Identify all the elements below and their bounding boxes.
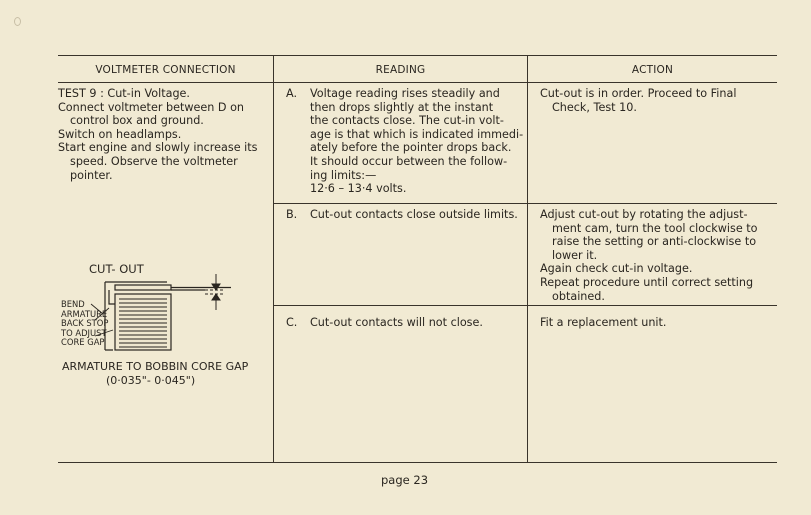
row-a-letter: A. (286, 87, 298, 100)
diagram-title: CUT- OUT (89, 262, 144, 276)
row-b-action (540, 208, 758, 303)
action-line: ment cam, turn the tool clockwise to (552, 221, 758, 235)
column-divider-1 (273, 55, 274, 463)
row-c-letter: C. (286, 316, 298, 329)
reading-line: ing limits:— (310, 168, 377, 182)
voltage-limits: 12·6 – 13·4 volts. (310, 182, 407, 196)
test-line: control box and ground. (70, 114, 204, 128)
test-line: Start engine and slowly increase its (58, 141, 258, 155)
label-back-stop: BACK STOP (61, 318, 109, 329)
row-b-reading: Cut-out contacts close outside limits. (310, 208, 518, 221)
label-to-adjust: TO ADJUST (61, 327, 107, 338)
page-number: page 23 (381, 473, 429, 487)
action-line: Again check cut-in voltage. (540, 262, 693, 276)
label-armature: ARMATURE (61, 308, 108, 319)
paper-speck (14, 17, 21, 26)
action-line: Repeat procedure until correct setting (540, 275, 754, 289)
row-a-action (540, 87, 736, 114)
action-line: Cut-out is in order. Proceed to Final (540, 87, 737, 100)
header-reading: READING (375, 64, 426, 76)
test-line: Switch on headlamps. (58, 127, 182, 141)
action-line: obtained. (552, 289, 605, 303)
gap-range: (0·035"- 0·045") (106, 374, 196, 387)
reading-line: ately before the pointer drops back. (310, 141, 512, 155)
test-line: speed. Observe the voltmeter (70, 154, 238, 168)
row-c-action: Fit a replacement unit. (540, 316, 667, 329)
label-core-gap: CORE GAP (61, 337, 105, 348)
action-line: lower it. (552, 248, 598, 262)
reading-line: the contacts close. The cut-in volt- (310, 114, 504, 128)
reading-line: age is that which is indicated immedi- (310, 127, 524, 141)
reading-line: Voltage reading rises steadily and (310, 87, 500, 100)
action-line: Adjust cut-out by rotating the adjust- (540, 208, 748, 221)
header-voltmeter-connection: VOLTMETER CONNECTION (95, 64, 236, 76)
row-b-letter: B. (286, 208, 298, 221)
table-top-rule (58, 55, 777, 56)
row-c-reading: Cut-out contacts will not close. (310, 316, 483, 329)
header-action: ACTION (631, 64, 674, 76)
test-instructions (58, 87, 257, 182)
test-title: TEST 9 : Cut-in Voltage. (58, 87, 190, 100)
header-bottom-rule (58, 82, 777, 83)
test-line: Connect voltmeter between D on (58, 100, 245, 114)
test-line: pointer. (70, 168, 113, 182)
reading-line: It should occur between the follow- (310, 154, 508, 168)
reading-line: then drops slightly at the instant (310, 100, 494, 114)
diagram-caption: ARMATURE TO BOBBIN CORE GAP (62, 360, 249, 373)
table-bottom-rule (58, 462, 777, 463)
row-divider-b (273, 305, 777, 306)
action-line: raise the setting or anti-clockwise to (552, 235, 757, 249)
row-divider-a (273, 203, 777, 204)
column-divider-2 (527, 55, 528, 463)
action-line: Check, Test 10. (552, 100, 637, 114)
row-a-reading (310, 87, 523, 196)
diagram-labels (61, 300, 108, 348)
label-bend: BEND (61, 299, 85, 309)
